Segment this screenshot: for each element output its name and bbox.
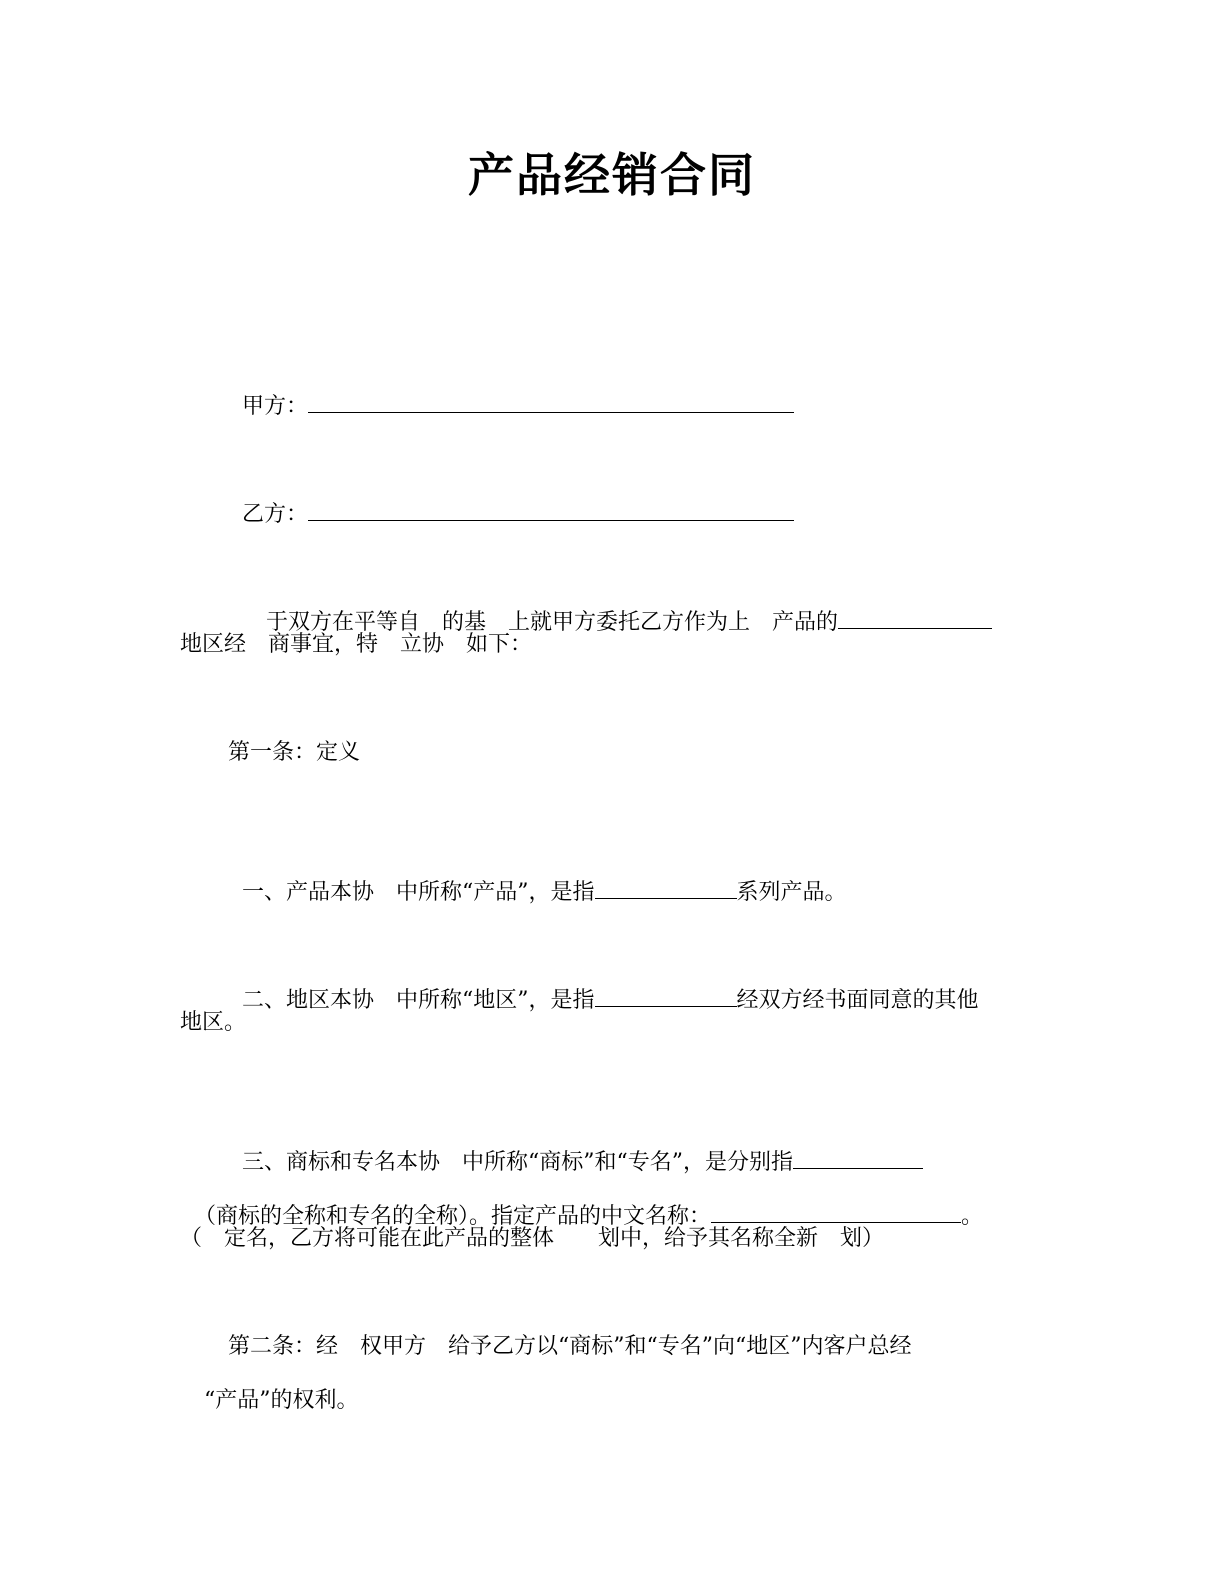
article-2-line-2: “产品”的权利。 [204, 1388, 359, 1413]
item-3-prefix: 三、商标和专名本协 中所称“商标”和“专名”，是分别指 [242, 1150, 793, 1175]
party-b-line [228, 468, 794, 530]
party-b-blank [308, 498, 794, 521]
intro-line-2: 地区经 商事宜，特 立协 如下： [180, 632, 533, 657]
article-1-heading: 第一条：定义 [228, 740, 361, 765]
item-3-line-2-prefix: （商标的全称和专名的全称）。指定产品的中文名称： [194, 1204, 712, 1229]
intro-line-1 [252, 576, 992, 638]
party-b-label: 乙方： [242, 502, 309, 527]
item-2-suffix: 经双方经书面同意的其他 [736, 988, 979, 1013]
intro-region-blank [838, 606, 992, 629]
item-3-chinese-name-blank [711, 1200, 961, 1223]
item-3-line-2-suffix: 。 [961, 1204, 984, 1229]
item-1-suffix: 系列产品。 [736, 880, 847, 905]
item-3-line-2 [180, 1170, 983, 1232]
item-2-line-1 [228, 954, 979, 1016]
item-1-line [228, 846, 847, 908]
party-a-label: 甲方： [242, 394, 309, 419]
party-a-line [228, 360, 794, 422]
item-3-line-1 [228, 1116, 923, 1178]
party-a-blank [308, 390, 794, 413]
item-2-prefix: 二、地区本协 中所称“地区”，是指 [242, 988, 595, 1013]
item-1-prefix: 一、产品本协 中所称“产品”，是指 [242, 880, 595, 905]
item-2-line-2: 地区。 [180, 1010, 247, 1035]
article-2-line-1: 第二条：经 权甲方 给予乙方以“商标”和“专名”向“地区”内客户总经 [228, 1334, 912, 1359]
item-2-region-blank [595, 984, 737, 1007]
intro-text-1: 于双方在平等自 的基 上就甲方委托乙方作为上 产品的 [266, 610, 839, 635]
document-title: 产品经销合同 [468, 148, 756, 202]
item-3-line-3: （ 定名，乙方将可能在此产品的整体 划中，给予其名称全新 划） [180, 1226, 885, 1251]
item-3-trademark-blank [793, 1146, 923, 1169]
item-1-product-blank [595, 876, 737, 899]
